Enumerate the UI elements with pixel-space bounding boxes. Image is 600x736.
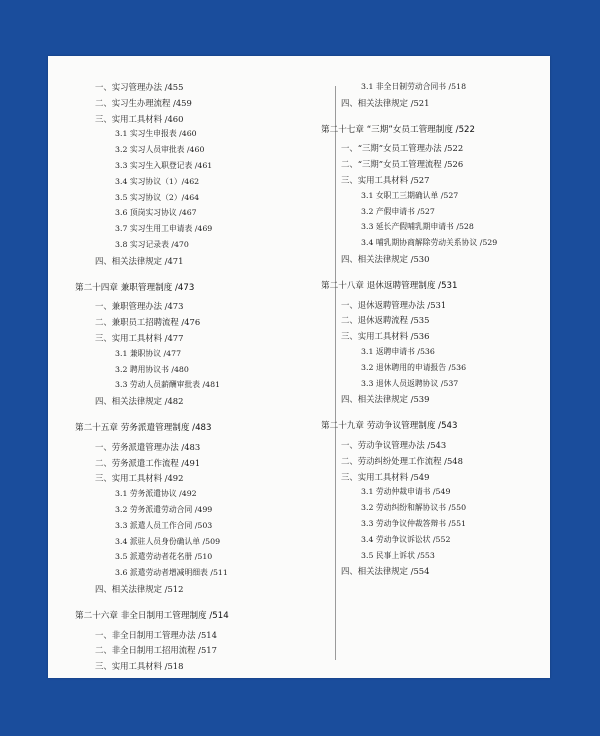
toc-entry: 二、非全日制用工招用流程 /517 [95,645,217,656]
toc-entry: 一、非全日制用工管理办法 /514 [95,629,217,640]
toc-entry: 3.1 返聘申请书 /536 [361,347,435,356]
toc-entry: 3.4 派驻人员身份确认单 /509 [115,536,221,546]
toc-entry: 3.2 聘用协议书 /480 [115,364,189,374]
toc-entry: 3.5 民事上诉状 /553 [361,550,435,560]
toc-chapter-heading: 第二十八章 退休返聘管理制度 /531 [321,280,458,291]
toc-entry: 3.1 女职工三期确认单 /527 [361,190,459,200]
toc-entry: 3.3 退休人员返聘协议 /537 [361,378,459,388]
toc-entry: 三、实用工具材料 /477 [95,333,184,343]
toc-entry: 3.5 派遣劳动者花名册 /510 [115,552,213,562]
book-page [48,56,550,678]
toc-entry: 3.4 哺乳期协商解除劳动关系协议 /529 [361,238,498,248]
toc-entry: 二、“三期”女员工管理流程 /526 [341,159,464,170]
toc-entry: 3.7 实习生用工申请表 /469 [115,224,213,234]
toc-entry: 一、兼职管理办法 /473 [95,301,184,312]
toc-entry: 3.4 劳动争议诉讼状 /552 [361,534,451,544]
toc-entry: 三、实用工具材料 /460 [95,113,184,124]
toc-entry: 3.1 兼职协议 /477 [115,348,182,358]
toc-entry: 3.6 顶岗实习协议 /467 [115,208,197,218]
toc-entry: 二、劳务派遣工作流程 /491 [95,457,201,468]
toc-entry: 三、实用工具材料 /549 [341,471,430,482]
toc-entry: 3.2 劳动纠纷和解协议书 /550 [361,503,467,513]
toc-entry: 四、相关法律规定 /512 [95,584,184,594]
toc-entry: 3.3 派遣人员工作合同 /503 [115,520,213,530]
toc-chapter-heading: 第二十七章 “三期”女员工管理制度 /522 [321,124,475,135]
toc-entry: 四、相关法律规定 /521 [341,97,430,108]
toc-entry: 三、实用工具材料 /527 [341,175,430,185]
toc-chapter-heading: 第二十六章 非全日制用工管理制度 /514 [75,610,229,621]
toc-entry: 3.3 劳动争议仲裁答辩书 /551 [361,519,467,528]
toc-entry: 四、相关法律规定 /539 [341,394,430,405]
toc-entry: 三、实用工具材料 /492 [95,473,184,484]
toc-entry: 一、劳务派遣管理办法 /483 [95,441,201,452]
toc-entry: 3.4 实习协议（1）/462 [115,176,200,186]
toc-entry: 3.8 实习记录表 /470 [115,240,189,249]
toc-entry: 3.5 实习协议（2）/464 [115,192,200,202]
toc-entry: 二、劳动纠纷处理工作流程 /548 [341,455,463,466]
toc-entry: 3.3 劳动人员薪酬审批表 /481 [115,380,221,390]
toc-entry: 二、退休返聘流程 /535 [341,315,430,326]
toc-entry: 3.2 退休聘用的申请报告 /536 [361,362,467,372]
toc-entry: 二、兼职员工招聘流程 /476 [95,317,201,328]
toc-chapter-heading: 第二十五章 劳务派遣管理制度 /483 [75,423,212,433]
toc-entry: 三、实用工具材料 /518 [95,661,184,672]
toc-entry: 一、“三期”女员工管理办法 /522 [341,143,464,154]
toc-entry: 一、实习管理办法 /455 [95,82,184,92]
toc-chapter-heading: 第二十四章 兼职管理制度 /473 [75,282,195,293]
toc-chapter-heading: 第二十九章 劳动争议管理制度 /543 [321,421,458,432]
toc-entry: 四、相关法律规定 /482 [95,396,184,407]
toc-entry: 一、劳动争议管理办法 /543 [341,440,447,450]
toc-entry: 四、相关法律规定 /554 [341,566,430,577]
toc-entry: 3.1 非全日制劳动合同书 /518 [361,82,467,91]
toc-entry: 三、实用工具材料 /536 [341,331,430,342]
toc-entry: 3.2 实习人员审批表 /460 [115,145,205,155]
toc-entry: 四、相关法律规定 /471 [95,255,184,266]
toc-entry: 3.3 实习生入职登记表 /461 [115,161,213,170]
toc-entry: 3.1 劳务派遣协议 /492 [115,489,197,499]
toc-entry: 3.6 派遣劳动者增减明细表 /511 [115,568,228,578]
toc-entry: 二、实习生办理流程 /459 [95,97,192,108]
toc-entry: 3.2 产假申请书 /527 [361,206,435,216]
toc-entry: 3.1 实习生申报表 /460 [115,129,197,139]
toc-entry: 四、相关法律规定 /530 [341,254,430,264]
toc-entry: 3.1 劳动仲裁申请书 /549 [361,487,451,497]
toc-entry: 一、退休返聘管理办法 /531 [341,299,447,310]
toc-entry: 3.3 延长产假哺乳期申请书 /528 [361,222,474,232]
toc-entry: 3.2 劳务派遣劳动合同 /499 [115,505,213,514]
